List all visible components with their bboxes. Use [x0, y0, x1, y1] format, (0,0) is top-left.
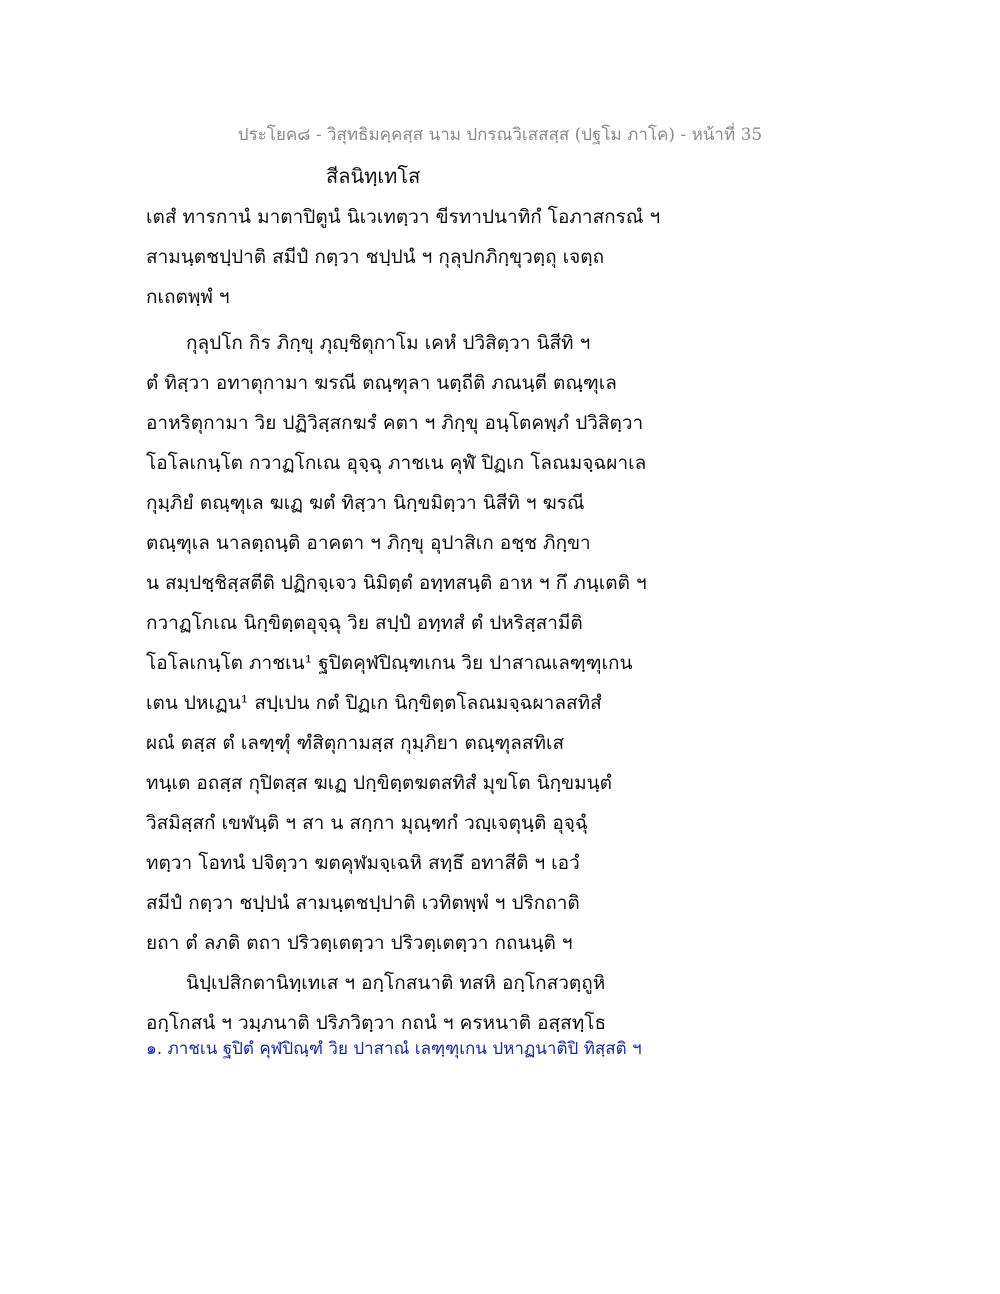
paragraph-start-line: กุลุปโก กิร ภิกฺขุ ภุญฺชิตุกาโม เคหํ ปวิสิตฺวา นิสีทิ ฯ — [186, 332, 591, 354]
text-line: ทตฺวา โอทนํ ปจิตฺวา ฆตคุฬมจฺเฉหิ สทฺธึ อทาสีติ ฯ เอวํ — [146, 852, 580, 874]
text-line: สมีปํ กตฺวา ชปฺปนํ สามนฺตชปฺปาติ เวทิตพฺพํ ฯ ปริกถาติ — [146, 892, 580, 914]
body-text — [146, 202, 706, 1048]
footnote: ๑. ภาชเน ฐปิตํ คุฬปิณฺฑํ วิย ปาสาณํ เลฑฺฑุเกน ปหาฏนาติปิ ทิสฺสติ ฯ — [146, 1039, 642, 1059]
text-line: ตณฺฑุเล นาลตฺถนฺติ อาคตา ฯ ภิกฺขุ อุปาสิเก อชฺช ภิกฺขา — [146, 532, 591, 554]
text-line: ยถา ตํ ลภติ ตถา ปริวตฺเตตฺวา ปริวตฺเตตฺวา กถนนฺติ ฯ — [146, 932, 573, 954]
text-line: อาหริตุกามา วิย ปฏิวิสฺสกฆรํ คตา ฯ ภิกฺขุ อนฺโตคพฺภํ ปวิสิตฺวา — [146, 412, 644, 434]
text-line: โอโลเกนฺโต ภาชเน¹ ฐปิตคุฬปิณฺฑเกน วิย ปาสาณเลฑฺฑุเกน — [146, 652, 633, 674]
running-header: ประโยค๘ - วิสุทธิมคฺคสฺส นาม ปกรณวิเสสสฺส (ปฐโม ภาโค) - หน้าที่ 35 — [237, 125, 763, 145]
text-line: เตน ปหเฏน¹ สปฺเปน กตํ ปิฏเก นิกฺขิตฺตโลณมจฺฉผาลสทิสํ — [146, 692, 602, 714]
text-line: เตสํ ทารกานํ มาตาปิตูนํ นิเวเทตฺวา ขีรทาปนาทิกํ โอภาสกรณํ ฯ — [146, 206, 661, 228]
text-line: ผณํ ตสฺส ตํ เลฑฺฑุํ ฑํสิตุกามสฺส กุมฺภิยา ตณฺฑุลสทิเส — [146, 732, 565, 754]
text-line: วิสมิสฺสกํ เขฬนฺติ ฯ สา น สกฺกา มุณฺฑกํ วญฺเจตุนฺติ อุจฺฉุํ — [146, 812, 588, 834]
text-line: กุมฺภิยํ ตณฺฑุเล ฆเฏ ฆตํ ทิสฺวา นิกฺขมิตฺวา นิสีทิ ฯ ฆรณี — [146, 492, 585, 514]
text-line: กเถตพฺพํ ฯ — [146, 286, 230, 308]
text-line: กวาฏโกเณ นิกฺขิตฺตอุจฺฉุ วิย สปฺปํ อทฺทสํ ตํ ปหริสฺสามีติ — [146, 612, 583, 634]
text-line: โอโลเกนฺโต กวาฏโกเณ อุจฺฉุ ภาชเน คุฬํ ปิฏเก โลณมจฺฉผาเล — [146, 452, 647, 474]
text-line: ทนฺเต อถสฺส กุปิตสฺส ฆเฏ ปกฺขิตฺตฆตสทิสํ มุขโต นิกฺขมนฺตํ — [146, 772, 612, 794]
text-line: สามนฺตชปฺปาติ สมีปํ กตฺวา ชปฺปนํ ฯ กุลุปกภิกฺขุวตฺถุ เจตฺถ — [146, 246, 605, 268]
text-line: น สมฺปชฺชิสฺสตีติ ปฏิกจฺเจว นิมิตฺตํ อทฺทสนฺติ อาห ฯ กึ ภนฺเตติ ฯ — [146, 572, 647, 594]
text-line: อกฺโกสนํ ฯ วมฺภนาติ ปริภวิตฺวา กถนํ ฯ ครหนาติ อสฺสทฺโธ — [146, 1012, 607, 1034]
section-title: สีลนิทฺเทโส — [326, 164, 421, 188]
paragraph-start-line: นิปฺเปสิกตานิทฺเทเส ฯ อกฺโกสนาติ ทสหิ อกฺโกสวตฺถูหิ — [186, 972, 606, 994]
text-line: ตํ ทิสฺวา อทาตุกามา ฆรณี ตณฺฑุลา นตฺถีติ ภณนฺตี ตณฺฑุเล — [146, 372, 617, 394]
